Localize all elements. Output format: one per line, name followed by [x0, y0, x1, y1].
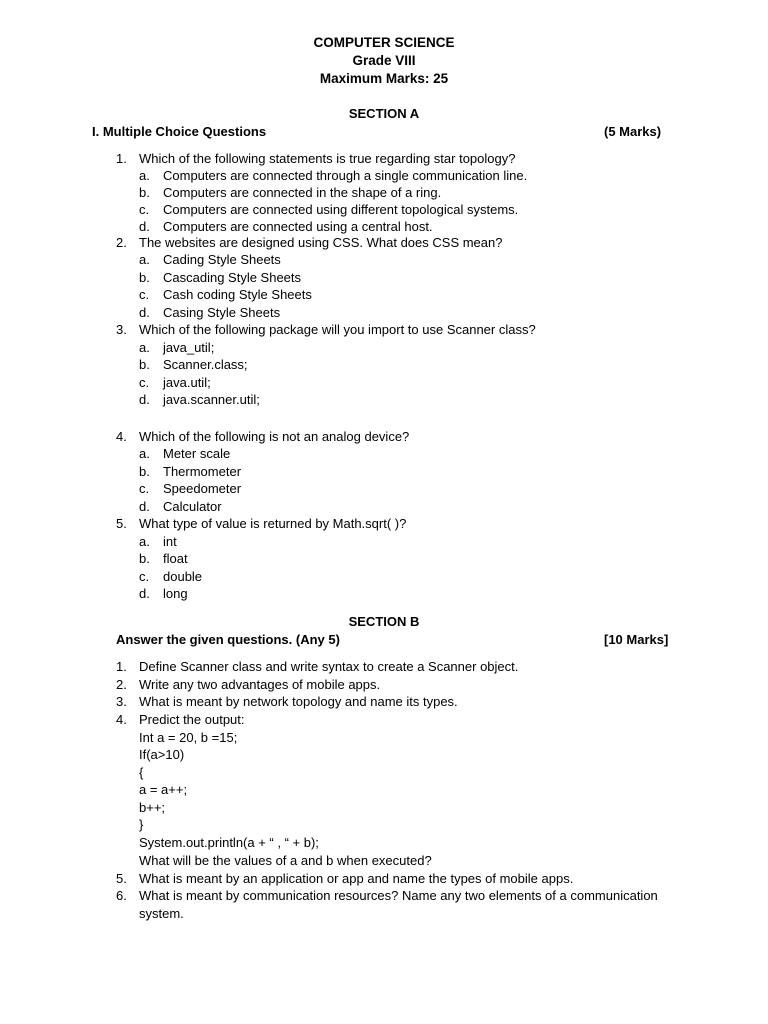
option-text: Speedometer: [163, 481, 242, 496]
option: [139, 184, 441, 201]
code-line: b++;: [139, 800, 166, 815]
option-letter: c.: [139, 375, 150, 390]
question-number: 3.: [116, 322, 127, 337]
question-continuation: system.: [139, 906, 184, 921]
code-line: a = a++;: [139, 782, 188, 797]
section-b-title: SECTION B: [348, 614, 420, 629]
subject-title: COMPUTER SCIENCE: [313, 35, 455, 50]
question-number: 1.: [116, 659, 127, 674]
option-text: double: [163, 569, 203, 584]
option: [139, 167, 527, 184]
option-letter: b.: [139, 185, 150, 200]
question-text: What is meant by network topology and name its types.: [139, 694, 458, 709]
grade-label: Grade VIII: [352, 53, 416, 68]
option: [139, 251, 281, 268]
b-question-4: [116, 711, 245, 728]
option: [139, 201, 518, 218]
b-question-3: [116, 693, 458, 710]
option-text: Casing Style Sheets: [163, 305, 281, 320]
b-question-6: [116, 887, 658, 904]
option-letter: c.: [139, 481, 150, 496]
section-a-marks: (5 Marks): [604, 124, 662, 139]
option: [139, 445, 230, 462]
option: [139, 374, 211, 391]
code-line: }: [139, 817, 144, 832]
option: [139, 568, 202, 585]
option-text: Scanner.class;: [163, 357, 248, 372]
option-letter: b.: [139, 357, 150, 372]
option: [139, 356, 248, 373]
question-text: What is meant by communication resources? Name any two elements of a communication: [139, 888, 658, 903]
question-text: What type of value is returned by Math.sqrt( )?: [139, 516, 407, 531]
question-text: Which of the following is not an analog device?: [139, 429, 410, 444]
question-number: 4.: [116, 712, 127, 727]
question-text: Predict the output:: [139, 712, 245, 727]
option-letter: d.: [139, 499, 150, 514]
code-line: If(a>10): [139, 747, 185, 762]
question-1: [116, 150, 515, 167]
b-question-2: [116, 676, 380, 693]
option-letter: a.: [139, 534, 150, 549]
section-b-heading: Answer the given questions. (Any 5): [116, 632, 340, 647]
code-line: System.out.println(a + “ , “ + b);: [139, 835, 319, 850]
question-number: 5.: [116, 871, 127, 886]
option: [139, 304, 280, 321]
option-text: Computers are connected using a central host.: [163, 219, 433, 234]
option-letter: b.: [139, 270, 150, 285]
option-letter: a.: [139, 340, 150, 355]
option: [139, 585, 188, 602]
question-3: [116, 321, 536, 338]
code-line: What will be the values of a and b when executed?: [139, 853, 432, 868]
option-letter: a.: [139, 168, 150, 183]
question-text: The websites are designed using CSS. What does CSS mean?: [139, 235, 503, 250]
code-line: {: [139, 765, 144, 780]
code-line: Int a = 20, b =15;: [139, 730, 238, 745]
section-b-marks: [10 Marks]: [604, 632, 669, 647]
option-text: long: [163, 586, 188, 601]
option: [139, 339, 214, 356]
question-5: [116, 515, 406, 532]
question-4: [116, 428, 409, 445]
option: [139, 498, 222, 515]
option: [139, 218, 433, 235]
b-question-1: [116, 658, 518, 675]
option-text: float: [163, 551, 188, 566]
option-letter: d.: [139, 586, 150, 601]
option-letter: c.: [139, 202, 150, 217]
option-letter: c.: [139, 569, 150, 584]
option: [139, 286, 312, 303]
option: [139, 480, 241, 497]
option-text: Meter scale: [163, 446, 231, 461]
option-letter: c.: [139, 287, 150, 302]
option-text: Cash coding Style Sheets: [163, 287, 312, 302]
option: [139, 269, 301, 286]
max-marks-label: Maximum Marks: 25: [319, 71, 449, 86]
option-text: Computers are connected using different topological systems.: [163, 202, 519, 217]
option-text: java_util;: [163, 340, 215, 355]
b-question-5: [116, 870, 573, 887]
question-2: [116, 234, 502, 251]
option: [139, 550, 188, 567]
option: [139, 391, 260, 408]
option-letter: a.: [139, 446, 150, 461]
option: [139, 463, 241, 480]
option-text: Thermometer: [163, 464, 242, 479]
question-text: Define Scanner class and write syntax to create a Scanner object.: [139, 659, 519, 674]
question-text: Which of the following statements is true regarding star topology?: [139, 151, 516, 166]
option-text: Calculator: [163, 499, 222, 514]
option-text: int: [163, 534, 177, 549]
question-number: 3.: [116, 694, 127, 709]
question-number: 6.: [116, 888, 127, 903]
option-text: java.util;: [163, 375, 211, 390]
question-number: 5.: [116, 516, 127, 531]
option-text: Cascading Style Sheets: [163, 270, 302, 285]
question-number: 1.: [116, 151, 127, 166]
question-text: What is meant by an application or app and name the types of mobile apps.: [139, 871, 574, 886]
option-text: Computers are connected in the shape of a ring.: [163, 185, 442, 200]
question-number: 2.: [116, 235, 127, 250]
option-letter: b.: [139, 464, 150, 479]
option-letter: d.: [139, 392, 150, 407]
option-text: Cading Style Sheets: [163, 252, 281, 267]
option-letter: b.: [139, 551, 150, 566]
question-text: Write any two advantages of mobile apps.: [139, 677, 381, 692]
option-text: Computers are connected through a single communication line.: [163, 168, 528, 183]
question-number: 4.: [116, 429, 127, 444]
question-number: 2.: [116, 677, 127, 692]
section-a-heading: I. Multiple Choice Questions: [92, 124, 267, 139]
option-letter: d.: [139, 219, 150, 234]
option-letter: d.: [139, 305, 150, 320]
option-letter: a.: [139, 252, 150, 267]
option: [139, 533, 177, 550]
section-a-title: SECTION A: [348, 106, 420, 121]
option-text: java.scanner.util;: [163, 392, 260, 407]
question-text: Which of the following package will you import to use Scanner class?: [139, 322, 536, 337]
exam-header: [0, 34, 768, 88]
